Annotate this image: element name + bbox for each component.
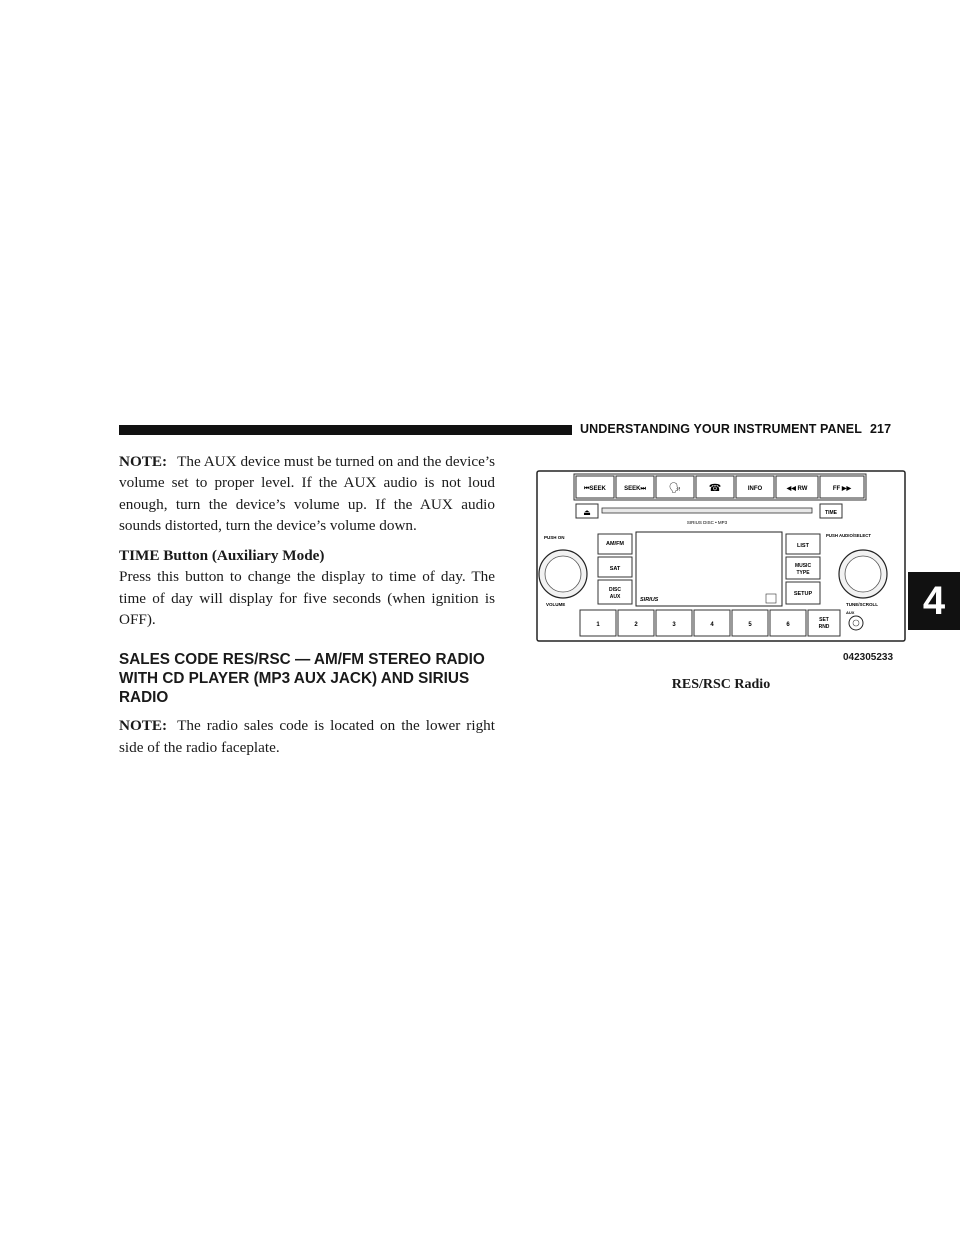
section-title: UNDERSTANDING YOUR INSTRUMENT PANEL [580, 422, 862, 436]
aux-label: AUX [609, 594, 621, 600]
seek-back-label: ⏮SEEK [584, 486, 606, 492]
preset-3-label: 3 [672, 622, 676, 628]
slot-label: SIRIUS DISC • MP3 [686, 520, 728, 525]
am-fm-label: AM/FM [605, 541, 625, 547]
note-label: NOTE: [119, 717, 168, 735]
note-label: NOTE: [119, 453, 168, 470]
push-audio-label: PUSH AUDIO/SELECT [826, 533, 871, 538]
info-label: INFO [747, 486, 763, 492]
music-label: MUSIC [794, 563, 812, 569]
disc-label: DISC [609, 587, 621, 593]
tune-scroll-label: TUNE/SCROLL [846, 602, 878, 607]
body-column [119, 451, 495, 758]
sat-label: SAT [609, 566, 621, 572]
aux-jack-label: AUX [846, 610, 855, 615]
time-button-heading: TIME Button (Auxiliary Mode) [119, 547, 325, 565]
preset-1-label: 1 [596, 622, 600, 628]
time-button-paragraph: Press this button to change the display to time of day. The time of day will display for five seconds (when ignition is OFF). [119, 568, 495, 629]
set-rnd-button[interactable] [808, 610, 840, 636]
disc-icon [766, 594, 776, 603]
section-heading: SALES CODE RES/RSC — AM/FM STEREO RADIO WITH CD PLAYER (MP3 AUX JACK) AND SIRIUS RADIO [119, 651, 485, 707]
time-label: TIME [825, 510, 837, 516]
image-number: 042305233 [843, 652, 894, 663]
note-text: The AUX device must be turned on and the device’s volume set to proper level. If the AUX audio is not loud enough, turn the device’s volume up. If the AUX audio sounds distorted, turn the device’s volume down. [119, 453, 495, 534]
set-label: SET [819, 617, 829, 623]
voice-icon: 🗣 [668, 483, 682, 494]
radio-illustration [536, 470, 906, 642]
top-button-row [576, 476, 864, 498]
figure-caption: RES/RSC Radio [671, 677, 771, 692]
page-number: 217 [869, 422, 892, 436]
list-label: LIST [797, 543, 809, 549]
note-paragraph [119, 451, 495, 536]
push-on-label: PUSH ON [544, 535, 565, 540]
seek-forward-label: SEEK⏭ [624, 486, 646, 492]
note-text: The radio sales code is located on the lower right side of the radio faceplate. [119, 717, 495, 756]
preset-5-label: 5 [748, 622, 752, 628]
volume-label: VOLUME [546, 602, 566, 607]
fast-forward-label: FF ▶▶ [832, 486, 852, 492]
sirius-logo: SIRIUS [640, 597, 659, 603]
rewind-label: ◀◀ RW [786, 486, 808, 492]
rnd-label: RND [818, 624, 830, 630]
preset-row [580, 610, 840, 636]
running-header [580, 422, 891, 436]
chapter-tab: 4 [908, 572, 960, 630]
sales-code-note [119, 715, 495, 758]
preset-4-label: 4 [710, 622, 714, 628]
setup-label: SETUP [793, 591, 813, 597]
preset-6-label: 6 [786, 622, 790, 628]
phone-icon: ☎ [708, 483, 722, 494]
preset-2-label: 2 [634, 622, 638, 628]
eject-icon: ⏏ [583, 508, 591, 517]
header-rule [119, 425, 572, 435]
radio-display [636, 532, 782, 606]
cd-slot [602, 508, 812, 513]
type-label: TYPE [796, 570, 810, 576]
